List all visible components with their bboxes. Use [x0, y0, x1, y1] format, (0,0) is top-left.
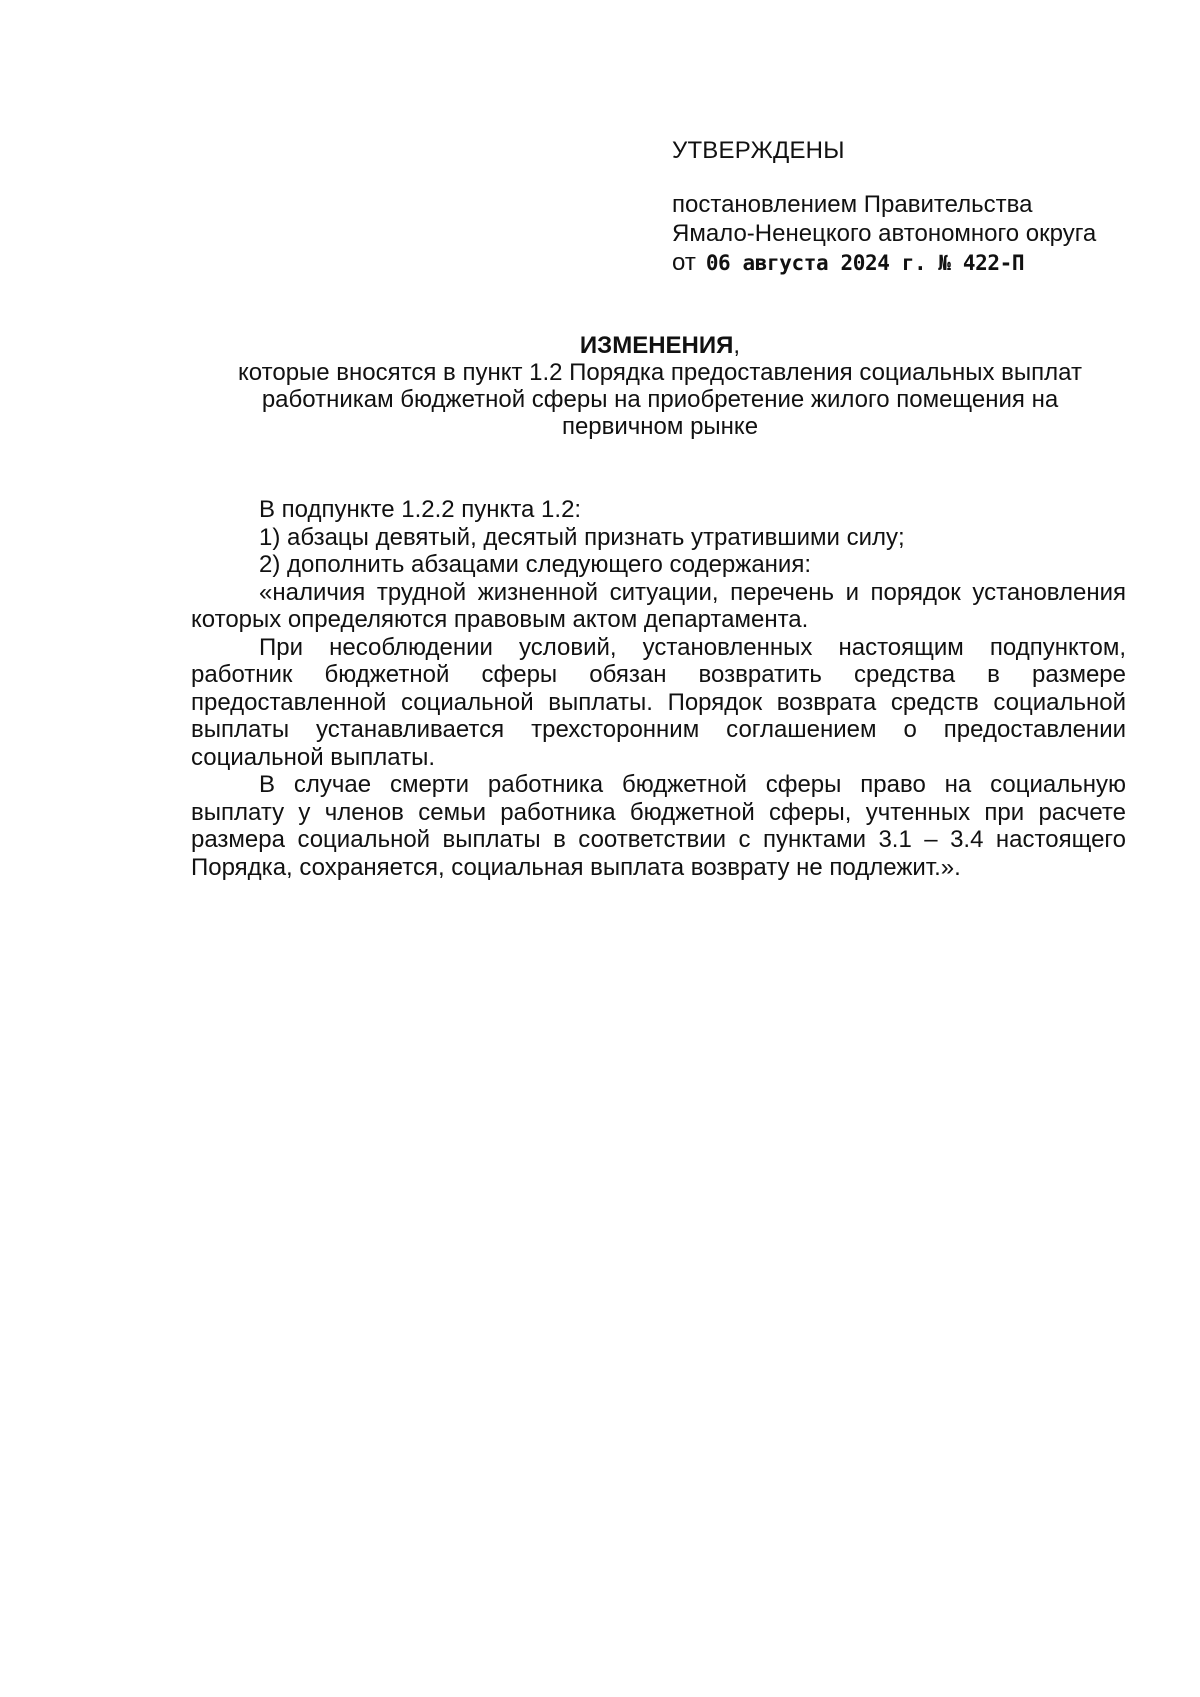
body-paragraph-intro: В подпункте 1.2.2 пункта 1.2:	[259, 496, 582, 523]
heading-subtitle-line-1: которые вносятся в пункт 1.2 Порядка предоставления социальных выплат	[238, 359, 1082, 386]
heading-subtitle-line-3: первичном рынке	[561, 413, 759, 440]
heading-title: ИЗМЕНЕНИЯ	[579, 332, 734, 359]
heading-subtitle-line-2: работникам бюджетной сферы на приобретение жилого помещения на	[261, 386, 1059, 413]
approval-date-prefix: от	[672, 249, 696, 276]
body-paragraph-item-2: 2) дополнить абзацами следующего содержания:	[259, 551, 811, 578]
approval-line-1: постановлением Правительства	[672, 191, 1033, 218]
heading-title-suffix: ,	[733, 332, 741, 359]
body-paragraph-quote-1: «наличия трудной жизненной ситуации, перечень и порядок установления которых определяются правовым актом департамента.	[191, 578, 1126, 633]
body-paragraph-item-1: 1) абзацы девятый, десятый признать утратившими силу;	[259, 523, 905, 551]
approval-stamp: УТВЕРЖДЕНЫ	[672, 137, 845, 164]
document-body	[191, 496, 1126, 881]
approval-date-line	[672, 248, 1142, 278]
approval-line-2: Ямало-Ненецкого автономного округа	[672, 220, 1097, 247]
document-heading	[190, 332, 1130, 440]
approval-block	[672, 136, 1142, 278]
approval-date-value: 06 августа 2024 г. № 422-П	[705, 251, 1025, 275]
body-paragraph-quote-2: При несоблюдении условий, установленных настоящим подпунктом, работник бюджетной сферы обязан возвратить средства в размере предоставленной социальной выплаты. Порядок возврата средств социальной выплаты устанавливается трехсторонним соглашением о предоставлении социальной выплаты.	[191, 633, 1126, 771]
body-paragraph-quote-3: В случае смерти работника бюджетной сферы право на социальную выплату у членов семьи работника бюджетной сферы, учтенных при расчете размера социальной выплаты в соответствии с пунктами 3.1 – 3.4 настоящего Порядка, сохраняется, социальная выплата возврату не подлежит.».	[191, 771, 1126, 881]
heading-title-line	[190, 332, 1130, 359]
